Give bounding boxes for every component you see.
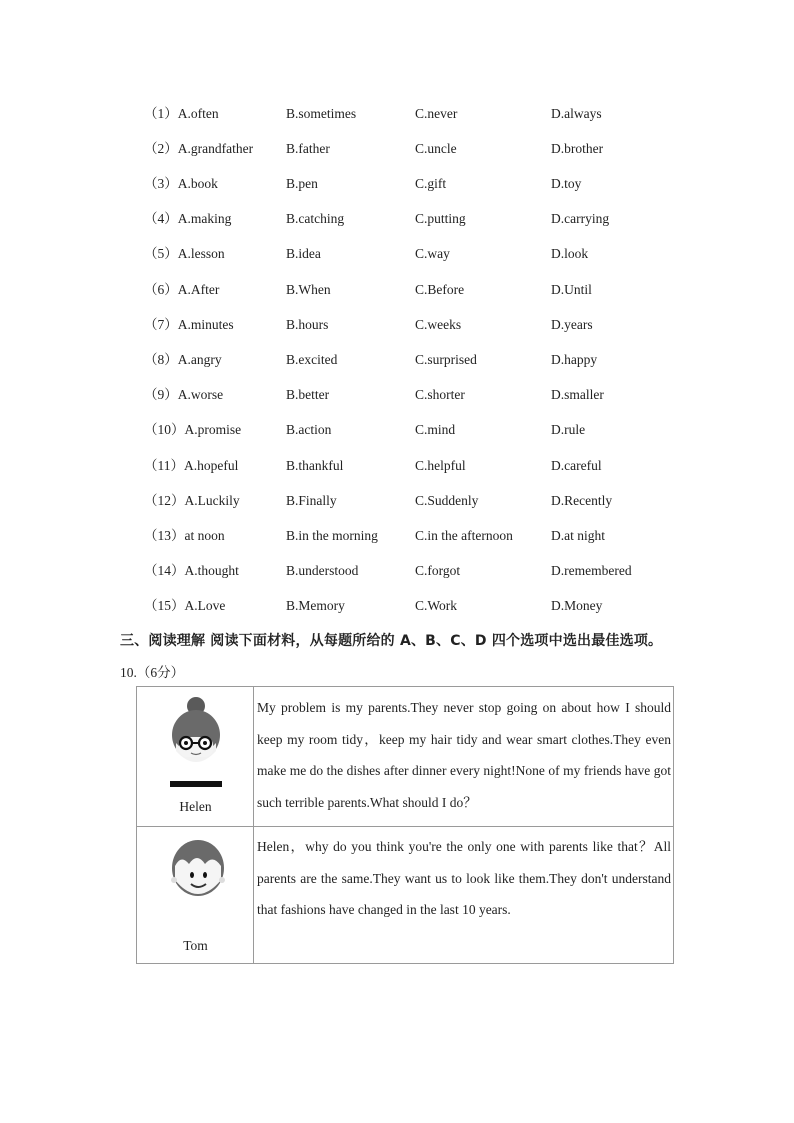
option-d: D.brother — [551, 141, 604, 156]
option-row-9 — [0, 383, 794, 407]
option-b: B.Memory — [286, 598, 345, 613]
option-b: B.understood — [286, 563, 359, 578]
option-b: B.catching — [286, 211, 345, 226]
table-row — [137, 826, 673, 964]
option-d: D.years — [551, 317, 593, 332]
option-b: B.When — [286, 282, 331, 297]
option-b: B.Finally — [286, 493, 337, 508]
option-c: C.Suddenly — [415, 493, 479, 508]
option-a: （10）A.promise — [144, 422, 242, 437]
option-row-12 — [0, 489, 794, 513]
option-d: D.careful — [551, 458, 602, 473]
avatar-cell — [137, 687, 254, 826]
option-d: D.toy — [551, 176, 582, 191]
option-b: B.action — [286, 422, 332, 437]
option-a: （3）A.book — [144, 176, 218, 191]
option-row-14 — [0, 559, 794, 583]
letter-author-name: Tom — [183, 938, 208, 953]
option-row-15 — [0, 594, 794, 618]
option-c: C.helpful — [415, 458, 466, 473]
section-title: 三、阅读理解 阅读下面材料，从每题所给的 A、B、C、D 四个选项中选出最佳选项。 — [120, 633, 663, 649]
option-c: C.putting — [415, 211, 466, 226]
option-c: C.shorter — [415, 387, 465, 402]
option-d: D.at night — [551, 528, 605, 543]
option-a: （14）A.thought — [144, 563, 239, 578]
option-c: C.way — [415, 246, 450, 261]
option-a: （5）A.lesson — [144, 246, 225, 261]
option-d: D.rule — [551, 422, 586, 437]
letter-text: My problem is my parents.They never stop going on about how I should keep my room tidy，keep my hair tidy and wear smart clothes.They even make me do the dishes after dinner every night!None of my friends have got such terrible parents.What should I do？ — [257, 700, 671, 810]
option-d: D.smaller — [551, 387, 604, 402]
option-a: （6）A.After — [144, 282, 220, 297]
option-b: B.pen — [286, 176, 318, 191]
option-a: （1）A.often — [144, 106, 219, 121]
option-row-10 — [0, 418, 794, 442]
option-a: （11）A.hopeful — [144, 458, 239, 473]
option-a: （15）A.Love — [144, 598, 226, 613]
option-row-8 — [0, 348, 794, 372]
option-row-13 — [0, 524, 794, 548]
boy-avatar-icon — [167, 834, 229, 904]
option-c: C.in the afternoon — [415, 528, 513, 543]
letter-author-name: Helen — [179, 799, 212, 814]
option-row-4 — [0, 207, 794, 231]
option-row-5 — [0, 242, 794, 266]
option-d: D.happy — [551, 352, 598, 367]
option-c: C.mind — [415, 422, 456, 437]
option-d: D.carrying — [551, 211, 610, 226]
option-c: C.Work — [415, 598, 458, 613]
girl-avatar-icon — [167, 693, 225, 787]
option-b: B.better — [286, 387, 330, 402]
option-b: B.hours — [286, 317, 329, 332]
option-b: B.idea — [286, 246, 321, 261]
letter-text: Helen，why do you think you're the only one with parents like that？All parents are the same.They want us to look like them.They don't understand that fashions have changed in the last 10 years. — [257, 839, 671, 917]
option-row-11 — [0, 454, 794, 478]
option-b: B.excited — [286, 352, 338, 367]
option-row-2 — [0, 137, 794, 161]
option-a: （12）A.Luckily — [144, 493, 240, 508]
option-c: C.never — [415, 106, 458, 121]
question-number: 10.（6分） — [120, 665, 185, 680]
avatar-cell — [137, 826, 254, 964]
option-b: B.father — [286, 141, 330, 156]
option-b: B.thankful — [286, 458, 344, 473]
option-b: B.in the morning — [286, 528, 378, 543]
option-d: D.remembered — [551, 563, 632, 578]
option-row-1 — [0, 102, 794, 126]
letters-table — [136, 686, 674, 964]
option-row-3 — [0, 172, 794, 196]
option-a: （7）A.minutes — [144, 317, 234, 332]
option-a: （4）A.making — [144, 211, 232, 226]
table-row — [137, 687, 673, 827]
option-d: D.Until — [551, 282, 592, 297]
option-d: D.Recently — [551, 493, 613, 508]
option-c: C.gift — [415, 176, 447, 191]
option-c: C.uncle — [415, 141, 457, 156]
option-row-7 — [0, 313, 794, 337]
option-d: D.look — [551, 246, 589, 261]
option-d: D.Money — [551, 598, 603, 613]
option-a: （13）at noon — [144, 528, 225, 543]
option-c: C.weeks — [415, 317, 462, 332]
option-c: C.forgot — [415, 563, 461, 578]
option-a: （9）A.worse — [144, 387, 224, 402]
option-a: （2）A.grandfather — [144, 141, 254, 156]
option-c: C.surprised — [415, 352, 477, 367]
option-d: D.always — [551, 106, 602, 121]
option-a: （8）A.angry — [144, 352, 222, 367]
option-b: B.sometimes — [286, 106, 357, 121]
option-row-6 — [0, 278, 794, 302]
option-c: C.Before — [415, 282, 465, 297]
